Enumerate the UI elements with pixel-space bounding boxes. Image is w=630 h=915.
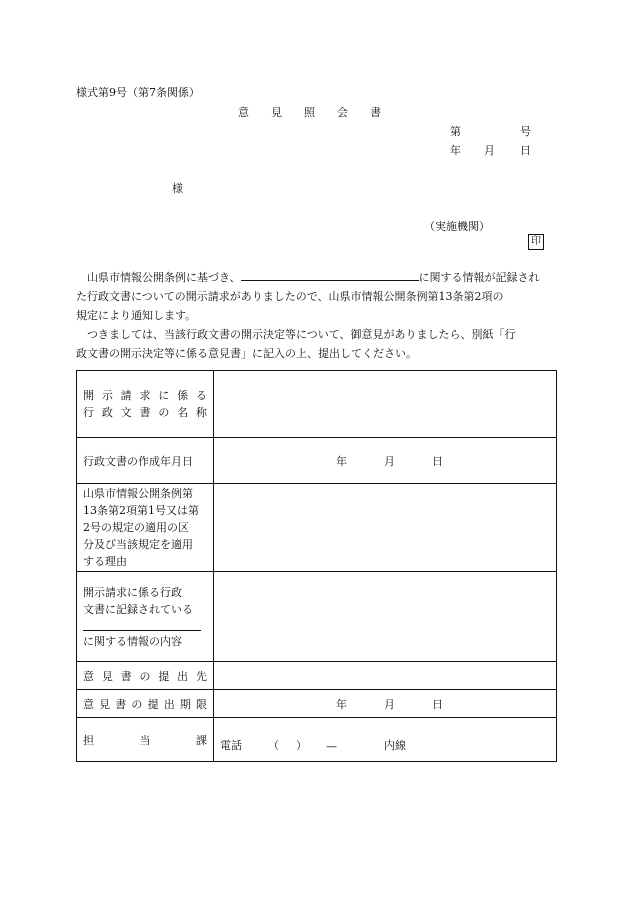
- applicable-provision-field[interactable]: [214, 484, 557, 572]
- table-row: [77, 690, 557, 718]
- label-char: 行: [83, 406, 94, 419]
- label-char: 書: [115, 697, 127, 711]
- form-number: 様式第9号（第7条関係）: [76, 86, 200, 99]
- paragraph-1-line-3: 規定により通知します。: [76, 309, 197, 322]
- table-row: [77, 371, 557, 438]
- document-name-field[interactable]: [214, 371, 557, 438]
- title-char: 書: [370, 106, 381, 119]
- label-char: 意: [83, 697, 94, 711]
- label-char: 出: [177, 669, 189, 683]
- label-char: 文: [120, 406, 132, 419]
- extension-label: 内線: [384, 739, 406, 752]
- label-char: 当: [139, 733, 151, 747]
- creation-day-label: 日: [432, 454, 443, 468]
- paragraph-2-line-2: 政文書の開示決定等に係る意見書」に記入の上、提出してください。: [76, 347, 417, 360]
- label-char: 期: [179, 697, 191, 711]
- label-line: 山県市情報公開条例第: [83, 487, 193, 500]
- implementing-body-label: （実施機関）: [424, 220, 490, 233]
- label-char: 提: [147, 697, 159, 711]
- submission-deadline-field[interactable]: [214, 690, 557, 718]
- row-label-applicable-provision: [77, 484, 214, 572]
- paragraph-1: [76, 268, 558, 287]
- deadline-month-label: 月: [384, 697, 395, 711]
- subject-blank-line: [241, 268, 419, 281]
- table-row: [77, 718, 557, 762]
- date-day: 日: [520, 144, 531, 157]
- para1-before: 山県市情報公開条例に基づき、: [87, 271, 241, 284]
- label-char: に: [158, 389, 170, 402]
- row-label-creation-date: 行政文書の作成年月日: [77, 438, 214, 484]
- para1-after: に関する情報が記録され: [418, 271, 540, 284]
- label-line: [83, 696, 213, 712]
- phone-paren-close: ）: [296, 739, 307, 752]
- label-char: 書: [120, 669, 132, 683]
- row-label-submission-destination: [77, 662, 214, 690]
- phone-dash: —: [326, 740, 337, 753]
- label-line: する理由: [83, 555, 127, 568]
- paragraph-2-line-1: つきましては、当該行政文書の開示決定等について、御意見がありましたら、別紙「行: [87, 328, 516, 341]
- row-label-submission-deadline: [77, 690, 214, 718]
- label-char: 名: [177, 406, 189, 419]
- label-line: [83, 387, 213, 404]
- information-subject-blank-line: [83, 618, 201, 631]
- label-char: 見: [101, 669, 113, 683]
- label-line: 13条第2項第1号又は第: [83, 504, 199, 517]
- label-char: の: [158, 406, 170, 419]
- label-char: る: [195, 389, 207, 402]
- label-char: 課: [196, 733, 207, 747]
- date-month: 月: [484, 144, 495, 157]
- date-year: 年: [450, 144, 461, 157]
- addressee-honorific: 様: [172, 182, 183, 195]
- label-char: 担: [83, 733, 94, 747]
- label-line: [83, 732, 213, 748]
- label-line: [83, 668, 213, 684]
- label-line: 開示請求に係る行政: [83, 585, 182, 599]
- document-number-prefix: 第: [450, 125, 461, 138]
- creation-date-field[interactable]: [214, 438, 557, 484]
- label-char: 求: [139, 389, 151, 402]
- title-char: 会: [337, 106, 348, 119]
- creation-year-label: 年: [336, 454, 347, 468]
- row-label-document-name: [77, 371, 214, 438]
- title-char: 意: [238, 106, 249, 119]
- creation-month-label: 月: [384, 454, 395, 468]
- document-title: [238, 104, 403, 120]
- label-line: [83, 404, 213, 421]
- deadline-day-label: 日: [432, 697, 443, 711]
- label-char: 出: [163, 697, 175, 711]
- label-char: 係: [177, 389, 189, 402]
- label-char: の: [139, 669, 151, 683]
- row-label-information-content: [77, 572, 214, 662]
- label-line: 2号の規定の適用の区: [83, 521, 189, 534]
- label-char: 意: [83, 669, 94, 683]
- document-number-suffix: 号: [520, 125, 531, 138]
- opinion-table: [76, 370, 557, 762]
- paragraph-1-line-2: た行政文書についての開示請求がありましたので、山県市情報公開条例第13条第2項の: [76, 290, 504, 303]
- table-row: [77, 572, 557, 662]
- label-line: に関する情報の内容: [83, 634, 182, 648]
- label-char: 示: [101, 389, 113, 402]
- phone-paren-open: （: [268, 739, 279, 752]
- information-content-field[interactable]: [214, 572, 557, 662]
- label-char: 見: [99, 697, 111, 711]
- row-label-responsible-section: [77, 718, 214, 762]
- deadline-year-label: 年: [336, 697, 347, 711]
- seal-mark: 印: [528, 234, 544, 250]
- title-char: 照: [304, 106, 315, 119]
- label-char: 提: [158, 669, 170, 683]
- label-char: 称: [195, 406, 207, 419]
- title-char: 見: [271, 106, 282, 119]
- body-text: [76, 268, 558, 363]
- table-row: [77, 438, 557, 484]
- table-row: [77, 662, 557, 690]
- label-char: 書: [139, 406, 151, 419]
- label-char: 請: [120, 389, 132, 402]
- label-char: 開: [83, 389, 94, 402]
- label-char: 限: [195, 697, 207, 711]
- label-line: 文書に記録されている: [83, 602, 193, 616]
- submission-destination-field[interactable]: [214, 662, 557, 690]
- responsible-section-field[interactable]: [214, 718, 557, 762]
- phone-label: 電話: [220, 739, 242, 752]
- table-row: [77, 484, 557, 572]
- label-char: の: [131, 697, 143, 711]
- label-line: 分及び当該規定を適用: [83, 538, 193, 551]
- label-char: 政: [101, 406, 113, 419]
- label-char: 先: [195, 669, 207, 683]
